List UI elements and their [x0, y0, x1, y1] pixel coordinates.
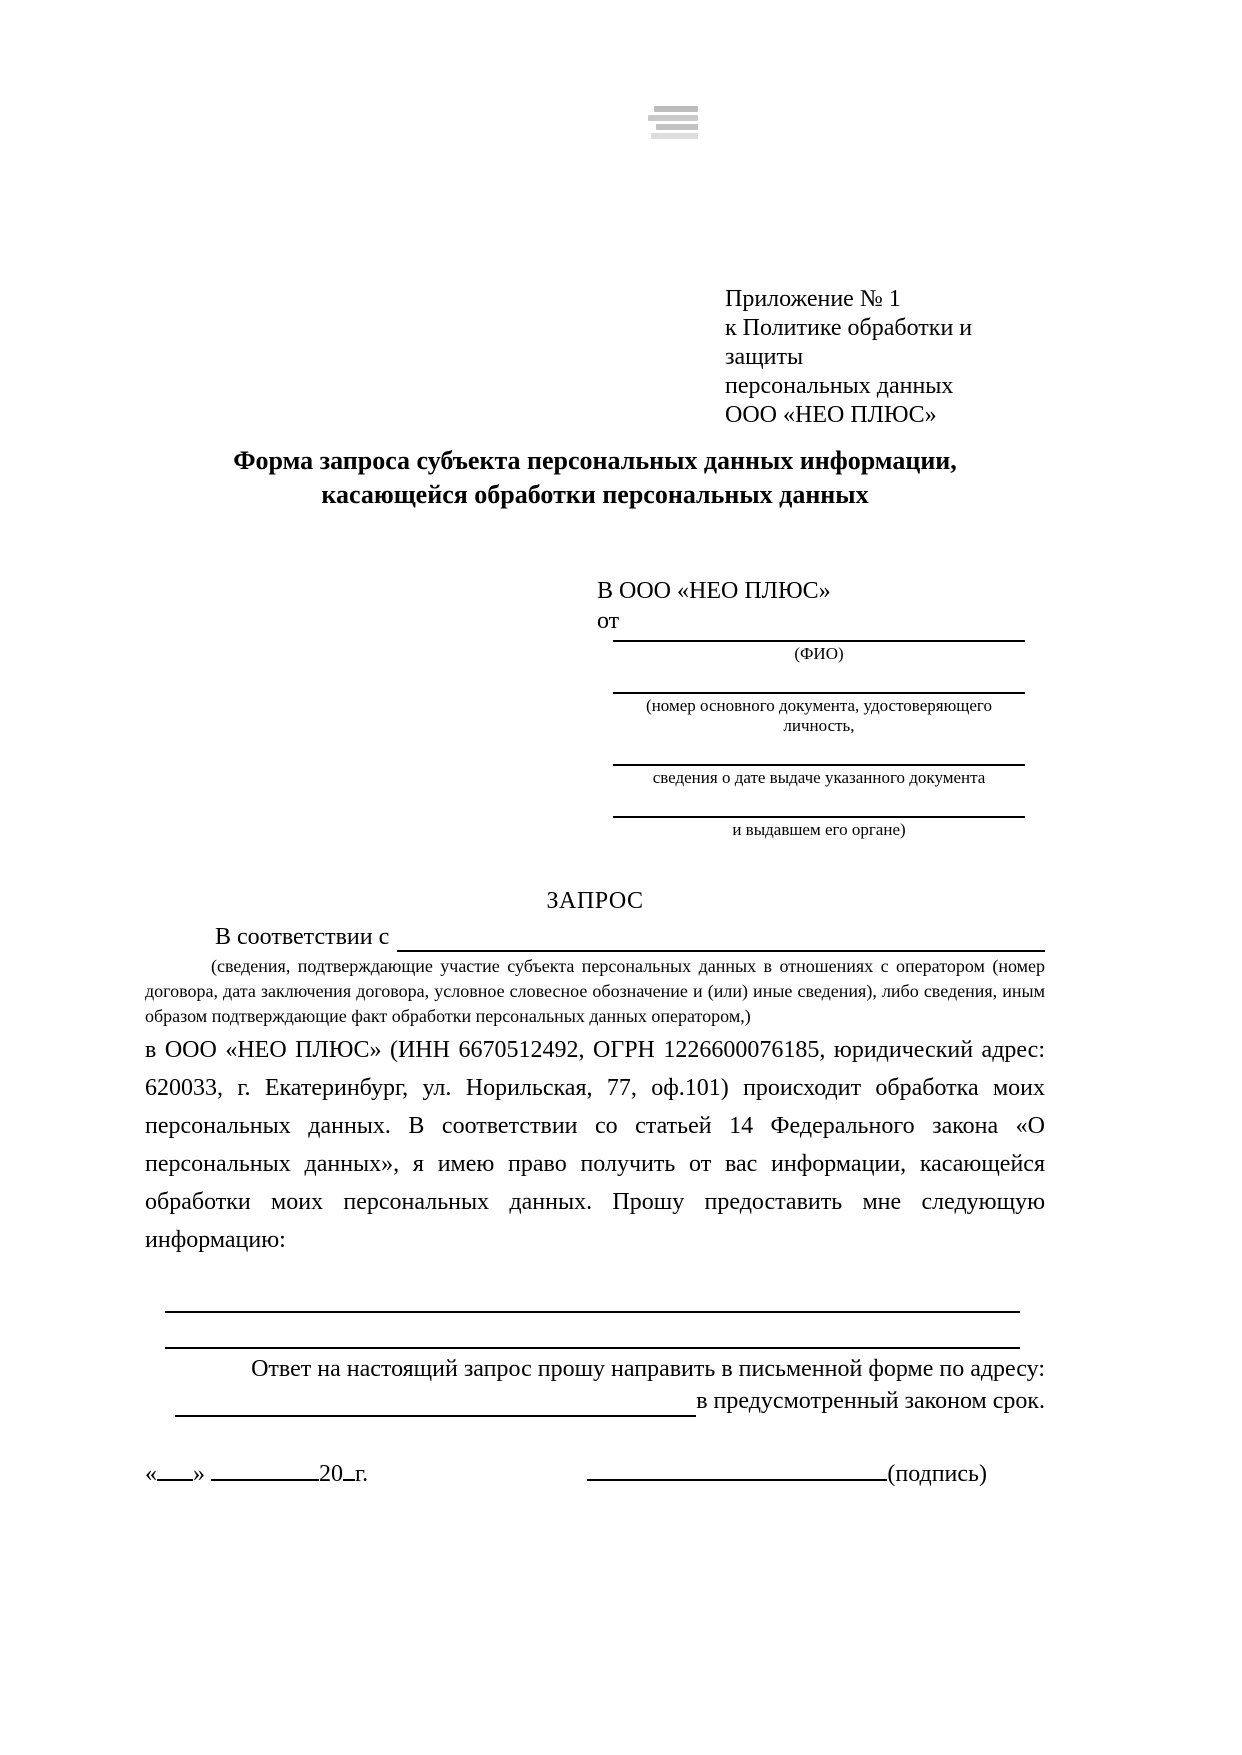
signature-caption: (подпись) — [887, 1461, 987, 1487]
requested-info-fill-line-2 — [165, 1313, 1020, 1349]
basis-fill-line — [397, 926, 1045, 952]
body-paragraph: в ООО «НЕО ПЛЮС» (ИНН 6670512492, ОГРН 1226600076185, юридический адрес: 620033, г. Екатеринбург, ул. Норильская, 77, оф.101) происходит обработка моих персональных данных. В соответствии со статьей 14 Федерального закона «О персональных данных», я имею право получить от вас информации, касающейся обработки моих персональных данных. Прошу предоставить мне следующую информацию: — [145, 1037, 1045, 1253]
issuing-authority-fill-field — [613, 816, 1025, 840]
issue-date-fill-field — [613, 764, 1025, 788]
appendix-line: персональных данных — [725, 373, 954, 399]
document-content — [145, 0, 1045, 1489]
fio-fill-field — [613, 640, 1025, 664]
appendix-line: Приложение № 1 — [725, 286, 901, 312]
reply-request-line: Ответ на настоящий запрос прошу направить в письменной форме по адресу: — [251, 1356, 1045, 1382]
basis-lead-text: В соответствии с — [215, 924, 390, 950]
fine-print-note: (сведения, подтверждающие участие субъекта персональных данных в отношениях с оператором (номер договора, дата заключения договора, условное словесное обозначение и (или) иные сведения), либо сведения, иным образом подтверждающие факт обработки персональных данных оператором,) — [145, 956, 1045, 1026]
date-quote-open: « — [145, 1461, 157, 1487]
date-year-fill-line — [343, 1457, 355, 1481]
document-title — [145, 444, 1045, 512]
document-number-fill-field — [613, 692, 1025, 736]
issue-date-caption: сведения о дате выдаче указанного документа — [652, 768, 986, 787]
addressee-block — [597, 576, 1025, 840]
fio-caption: (ФИО) — [794, 644, 844, 663]
date-year-prefix: 20 — [319, 1461, 343, 1487]
address-fill-line — [175, 1391, 696, 1417]
signature-group — [587, 1457, 987, 1489]
deadline-text: в предусмотренный законом срок. — [696, 1388, 1045, 1414]
date-quote-close: » — [193, 1461, 205, 1487]
addressee-from-label: от — [597, 608, 620, 634]
request-heading: ЗАПРОС — [546, 888, 644, 914]
date-month-fill-line — [211, 1457, 319, 1481]
issuing-authority-caption: и выдавшем его органе) — [732, 820, 906, 839]
date-day-fill-line — [157, 1457, 193, 1481]
date-signature-row — [145, 1457, 1045, 1489]
date-group — [145, 1457, 368, 1489]
appendix-block — [725, 285, 1045, 430]
date-year-suffix: г. — [355, 1461, 369, 1487]
appendix-line: ООО «НЕО ПЛЮС» — [725, 402, 937, 428]
signature-fill-line — [587, 1457, 887, 1481]
reply-deadline-line — [145, 1385, 1045, 1417]
document-number-caption: (номер основного документа, удостоверяющего личность, — [646, 696, 992, 735]
basis-line — [145, 922, 1045, 952]
addressee-to: В ООО «НЕО ПЛЮС» — [597, 578, 831, 604]
requested-info-fill-line-1 — [165, 1259, 1020, 1313]
appendix-line: к Политике обработки и защиты — [725, 315, 973, 370]
document-title-line2: касающейся обработки персональных данных — [321, 480, 869, 509]
document-title-line1: Форма запроса субъекта персональных данных информации, — [233, 446, 957, 475]
